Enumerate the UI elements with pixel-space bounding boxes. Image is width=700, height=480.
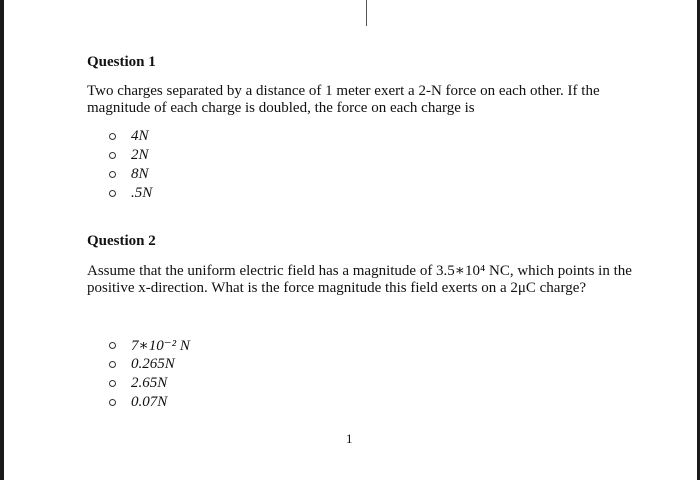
option-label: 2.65N — [131, 375, 168, 391]
option-label: 0.265N — [131, 356, 175, 372]
option-label: 7∗10⁻² N — [131, 338, 190, 354]
radio-icon[interactable] — [109, 361, 116, 368]
question-1-option-a[interactable] — [109, 127, 152, 146]
page-number: 1 — [346, 431, 353, 446]
question-1-option-c[interactable] — [109, 165, 152, 184]
question-2-option-d[interactable] — [109, 393, 190, 412]
option-label: .5N — [131, 185, 153, 201]
question-2-option-b[interactable] — [109, 355, 190, 374]
option-label: 8N — [131, 166, 149, 182]
radio-icon[interactable] — [109, 133, 116, 140]
question-1-options — [109, 127, 152, 203]
radio-icon[interactable] — [109, 152, 116, 159]
option-label: 2N — [131, 147, 149, 163]
text-cursor-line — [366, 0, 367, 26]
question-1-option-d[interactable] — [109, 184, 152, 203]
radio-icon[interactable] — [109, 171, 116, 178]
radio-icon[interactable] — [109, 399, 116, 406]
radio-icon[interactable] — [109, 190, 116, 197]
question-2-text: Assume that the uniform electric field has a magnitude of 3.5∗10⁴ NC, which points in the positive x-direction. What is the force magnitude this field exerts on a 2μC charge? — [87, 263, 632, 296]
radio-icon[interactable] — [109, 342, 116, 349]
question-2-options — [109, 336, 190, 412]
option-label: 4N — [131, 128, 149, 144]
radio-icon[interactable] — [109, 380, 116, 387]
question-1-option-b[interactable] — [109, 146, 152, 165]
question-2-option-c[interactable] — [109, 374, 190, 393]
question-2-title: Question 2 — [87, 233, 156, 249]
question-1-title: Question 1 — [87, 54, 156, 70]
option-label: 0.07N — [131, 394, 168, 410]
left-edge-border — [0, 0, 4, 480]
question-2-option-a[interactable] — [109, 336, 190, 355]
question-1-text: Two charges separated by a distance of 1 meter exert a 2-N force on each other. If the magnitude of each charge is doubled, the force on each charge is — [87, 83, 600, 116]
